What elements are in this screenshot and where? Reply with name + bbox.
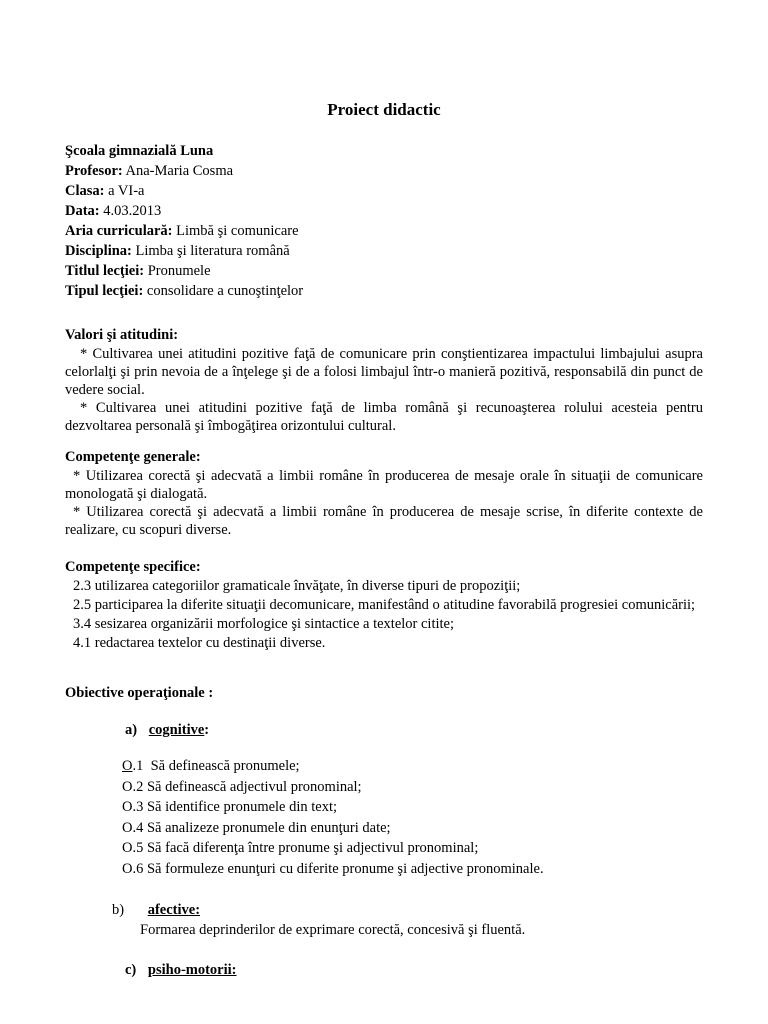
objective-item (122, 756, 702, 777)
objective-code-first: O (122, 840, 133, 857)
field-label: Titlul lecţiei: (65, 263, 145, 279)
general-heading: Competenţe generale: (65, 449, 201, 465)
objectives-section (65, 683, 703, 703)
objective-code-first: O (122, 860, 133, 877)
objective-code-rest: .3 (132, 799, 144, 816)
psychomotor-label: psiho-motorii: (147, 962, 237, 978)
objective-code-first: O (122, 799, 133, 816)
field-label: Clasa: (65, 183, 105, 199)
document-title: Proiect didactic (327, 100, 441, 119)
general-section (65, 447, 703, 539)
cognitive-label: cognitive (148, 722, 205, 738)
objective-text: Să facă diferenţa între pronume şi adjectivul pronominal; (143, 840, 479, 857)
field-label: Disciplina: (65, 243, 132, 259)
objective-code-rest: .5 (132, 840, 144, 857)
field-value: Pronumele (144, 263, 211, 279)
objective-text: Să analizeze pronumele din enunţuri date; (143, 819, 391, 836)
objective-text: Să identifice pronumele din text; (143, 799, 338, 816)
field-label: Aria curriculară: (65, 223, 173, 239)
objective-item (122, 859, 702, 880)
objective-text: Să definească pronumele; (143, 758, 300, 774)
values-item-1: * Cultivarea unei atitudini pozitive faţă de comunicare prin conştientizarea impactului limbajului asupra celorlalţi şi prin nevoia de a înţelege şi de a folosi limbajul într-o manieră pozitivă, responsabilă din punct de vedere social. (65, 346, 703, 398)
field-value: Limbă şi comunicare (172, 223, 299, 239)
field-value: Ana-Maria Cosma (122, 163, 234, 179)
objective-code-first: O (122, 758, 133, 774)
field-label: Tipul lecţiei: (65, 283, 144, 299)
values-heading: Valori şi atitudini: (65, 327, 179, 343)
psychomotor-marker: c) (125, 962, 137, 978)
objective-item (122, 777, 702, 798)
header-block (65, 141, 703, 301)
objective-code-first: O (122, 778, 133, 795)
field-value: Limba şi literatura română (131, 243, 290, 259)
values-section (65, 325, 703, 435)
school-name: Şcoala gimnazială Luna (65, 143, 214, 159)
values-item-2: * Cultivarea unei atitudini pozitive faţă de limba română şi recunoaşterea rolului acesteia pentru dezvoltarea personală şi îmbogăţirea orizontului cultural. (65, 400, 703, 434)
field-aria (65, 221, 703, 241)
field-value: consolidare a cunoştinţelor (143, 283, 304, 299)
objective-code-rest: .1 (132, 758, 144, 774)
affective-subheading (112, 900, 692, 920)
specific-item: 4.1 redactarea textelor cu destinaţii diverse. (73, 635, 326, 651)
cognitive-marker: a) (125, 722, 138, 738)
specific-heading: Competenţe specifice: (65, 559, 201, 575)
objective-item (122, 838, 702, 859)
objective-code-first: O (122, 819, 133, 836)
general-item-2: * Utilizarea corectă şi adecvată a limbii române în producerea de mesaje scrise, în diferite contexte de realizare, cu scopuri diverse. (65, 504, 703, 538)
objective-code-rest: .4 (132, 819, 144, 836)
objective-item (122, 818, 702, 839)
objective-code-rest: .6 (132, 860, 144, 877)
objectives-heading: Obiective operaţionale : (65, 685, 214, 701)
field-profesor (65, 161, 703, 181)
field-clasa (65, 181, 703, 201)
objective-code-rest: .2 (132, 778, 144, 795)
objective-item (122, 797, 702, 818)
field-disciplina (65, 241, 703, 261)
affective-marker: b) (112, 902, 125, 918)
field-data (65, 201, 703, 221)
general-item-1: * Utilizarea corectă şi adecvată a limbii române în producerea de mesaje orale în situaţii de comunicare monologată şi dialogată. (65, 468, 703, 502)
specific-item: 2.5 participarea la diferite situaţii decomunicare, manifestând o atitudine favorabilă progresiei comunicării; (73, 597, 696, 613)
cognitive-list (122, 756, 702, 880)
field-label: Data: (65, 203, 100, 219)
field-tipul (65, 281, 703, 301)
cognitive-colon: : (204, 722, 210, 738)
field-titlul (65, 261, 703, 281)
psychomotor-subheading (125, 960, 625, 980)
field-value: 4.03.2013 (99, 203, 162, 219)
specific-item: 2.3 utilizarea categoriilor gramaticale învăţate, în diverse tipuri de propoziţii; (73, 578, 521, 594)
specific-section (65, 557, 703, 653)
affective-text: Formarea deprinderilor de exprimare corectă, concesivă şi fluentă. (140, 922, 526, 938)
objective-text: Să formuleze enunţuri cu diferite pronume şi adjective pronominale. (143, 860, 544, 877)
field-value: a VI-a (104, 183, 145, 199)
cognitive-subheading (125, 720, 625, 740)
field-label: Profesor: (65, 163, 123, 179)
objective-text: Să definească adjectivul pronominal; (143, 778, 362, 795)
specific-item: 3.4 sesizarea organizării morfologice şi sintactice a textelor citite; (73, 616, 455, 632)
affective-label: afective: (147, 902, 201, 918)
